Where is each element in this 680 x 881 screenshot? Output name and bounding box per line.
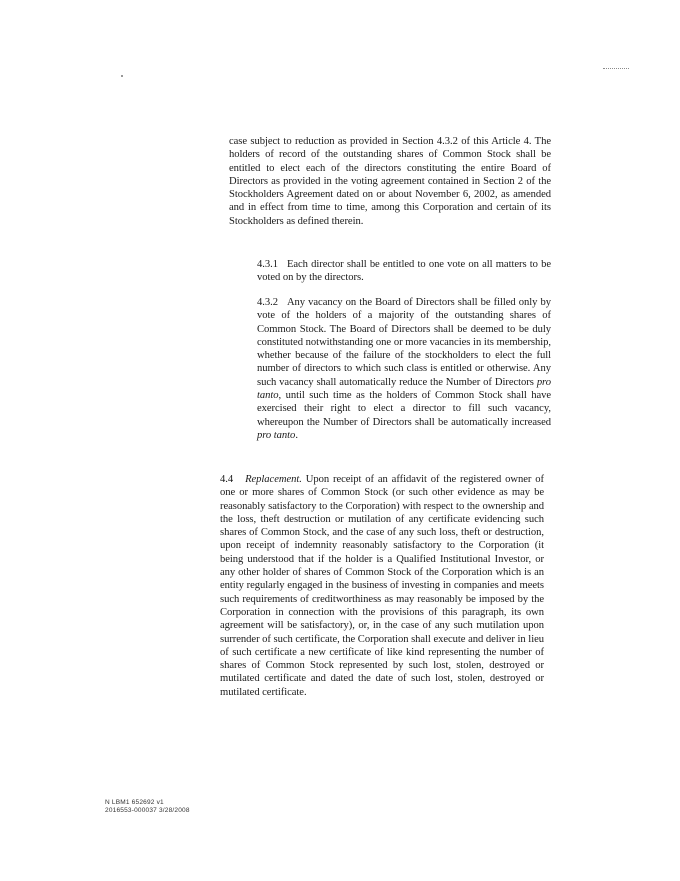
section-4-3-2-text-a: Any vacancy on the Board of Directors shall be filled only by vote of the holders of a majority of the outstanding shares of Common Stock. The Board of Directors shall be deemed to be duly constituted notwithstanding one or more vacancies in its membership, whether because of the failure of the stockholders to elect the full number of directors to which such class is entitled or otherwise. Any such vacancy shall automatically reduce the Number of Directors [257, 297, 551, 388]
section-4-4-paragraph [220, 473, 544, 699]
section-4-3-2-paragraph [257, 296, 551, 442]
section-4-3-1-number: 4.3.1 [257, 259, 278, 270]
document-footer [105, 799, 190, 815]
section-4-3-2-number: 4.3.2 [257, 297, 278, 308]
footer-matter-date: 2016553-000037 3/28/2008 [105, 807, 190, 814]
section-4-3-2-text-c: . [295, 429, 298, 441]
footer-doc-id: N LBM1 652692 v1 [105, 799, 164, 806]
section-4-3-2-text-b: , until such time as the holders of Common Stock shall have exercised their right to elect a director to fill such vacancy, whereupon the Number of Directors shall be automatically increased [257, 390, 551, 428]
scan-mark [603, 68, 629, 70]
section-4-4-heading-punct: . [299, 474, 302, 485]
section-4-4-number: 4.4 [220, 474, 234, 485]
section-4-3-1-paragraph [257, 258, 551, 285]
section-4-3-1-text: Each director shall be entitled to one vote on all matters to be voted on by the directors. [257, 259, 551, 284]
scan-speck [121, 75, 123, 77]
section-4-4-text: Upon receipt of an affidavit of the registered owner of one or more shares of Common Stock (or such other evidence as may be reasonably satisfactory to the Corporation) with respect to the ownership and the loss, theft destruction or mutilation of any certificate evidencing such shares of Common Stock, and the case of any such loss, theft or destruction, upon receipt of indemnity reasonably satisfactory to the Corporation (it being understood that if the holder is a Qualified Institutional Investor, or any other holder of shares of Common Stock of the Corporation which is an entity regularly engaged in the business of investing in companies and meets such requirements of creditworthiness as may reasonably be imposed by the Corporation in connection with the provisions of this paragraph, its own agreement will be satisfactory), or, in the case of any such mutilation upon surrender of such certificate, the Corporation shall execute and deliver in lieu of such certificate a new certificate of like kind representing the number of shares of Common Stock represented by such lost, stolen, destroyed or mutilated certificate and dated the date of such lost, stolen, destroyed or mutilated certificate. [220, 474, 544, 698]
pro-tanto-italic-2: pro tanto [257, 429, 296, 441]
intro-paragraph: case subject to reduction as provided in Section 4.3.2 of this Article 4. The holders of record of the outstanding shares of Common Stock shall be entitled to elect each of the directors constituting the entire Board of Directors as provided in the voting agreement contained in Section 2 of the Stockholders Agreement dated on or about November 6, 2002, as amended and in effect from time to time, among this Corporation and certain of its Stockholders as defined therein. [229, 136, 551, 227]
section-4-4-heading: Replacement [245, 474, 300, 485]
pro-tanto-italic-1: pro tanto [257, 376, 551, 402]
